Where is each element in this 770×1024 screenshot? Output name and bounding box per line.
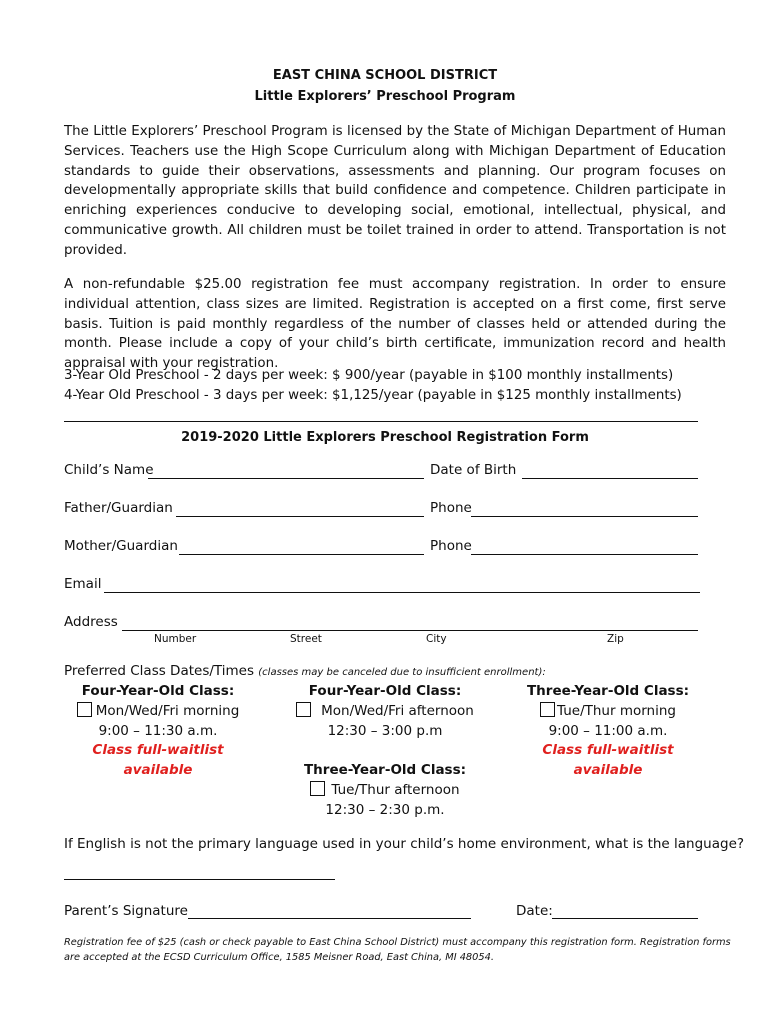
class-option-3yr-morning	[508, 682, 708, 781]
class-status: Class full-waitlist available	[92, 742, 224, 779]
intro-paragraph-2: A non-refundable $25.00 registration fee must accompany registration. In order to ensure individual attention, class sizes are limited. Registration is accepted on a first come, first serve basis. Tuition is paid monthly regardless of the number of classes held or attended during the month. Please include a copy of your child’s birth certificate, immunization record and health appraisal with your registration.	[64, 277, 726, 372]
class-days: Mon/Wed/Fri morning	[95, 702, 240, 719]
class-time: 9:00 – 11:30 a.m.	[98, 722, 218, 739]
district-title: EAST CHINA SCHOOL DISTRICT	[272, 68, 498, 83]
class-title: Three-Year-Old Class:	[303, 762, 467, 778]
address-number-label: Number	[154, 633, 197, 645]
child-name-field[interactable]	[148, 478, 424, 479]
phone-2-label: Phone	[430, 538, 472, 554]
class-days-row	[280, 702, 490, 722]
program-title: Little Explorers’ Preschool Program	[254, 89, 516, 104]
section-divider	[64, 421, 698, 422]
class-days: Tue/Thur afternoon	[331, 781, 460, 798]
address-zip-label: Zip	[607, 633, 624, 645]
date-of-birth-field[interactable]	[522, 478, 698, 479]
father-guardian-field[interactable]	[176, 516, 424, 517]
parent-signature-field[interactable]	[188, 918, 471, 919]
mother-guardian-field[interactable]	[179, 554, 424, 555]
date-field[interactable]	[552, 918, 698, 919]
class-status: Class full-waitlist available	[542, 742, 674, 779]
father-guardian-label: Father/Guardian	[64, 500, 173, 516]
class-days-row	[508, 702, 708, 722]
class-time: 12:30 – 2:30 p.m.	[325, 801, 445, 818]
class-title: Three-Year-Old Class:	[526, 683, 690, 699]
language-field[interactable]	[64, 879, 335, 880]
preferred-class-label: Preferred Class Dates/Times	[64, 663, 254, 679]
date-of-birth-label: Date of Birth	[430, 462, 517, 478]
form-title: 2019-2020 Little Explorers Preschool Registration Form	[181, 430, 589, 445]
email-label: Email	[64, 576, 102, 592]
mother-guardian-label: Mother/Guardian	[64, 538, 178, 554]
phone-1-label: Phone	[430, 500, 472, 516]
class-checkbox-4yr-afternoon[interactable]	[296, 702, 311, 717]
class-checkbox-4yr-morning[interactable]	[77, 702, 92, 717]
phone-2-field[interactable]	[471, 554, 698, 555]
address-field[interactable]	[122, 630, 698, 631]
address-label: Address	[64, 614, 118, 630]
class-days: Mon/Wed/Fri afternoon	[321, 702, 474, 719]
date-label: Date:	[516, 903, 553, 919]
tuition-3yr: 3-Year Old Preschool - 2 days per week: $ 900/year (payable in $100 monthly installments)	[64, 368, 674, 383]
language-question: If English is not the primary language used in your child’s home environment, what is the language?	[64, 836, 745, 852]
phone-1-field[interactable]	[471, 516, 698, 517]
class-days-row	[58, 702, 258, 722]
class-time: 9:00 – 11:00 a.m.	[548, 722, 668, 739]
class-option-3yr-afternoon	[285, 761, 485, 820]
address-street-label: Street	[290, 633, 322, 645]
class-option-4yr-morning	[58, 682, 258, 781]
address-city-label: City	[426, 633, 447, 645]
class-time: 12:30 – 3:00 p.m	[327, 722, 443, 739]
parent-signature-label: Parent’s Signature	[64, 903, 188, 919]
class-days-row	[285, 781, 485, 801]
preferred-class-heading	[64, 663, 546, 679]
intro-paragraph-1: The Little Explorers’ Preschool Program is licensed by the State of Michigan Department of Human Services. Teachers use the High Scope Curriculum along with Michigan Department of Education standards to guide their observations, assessments and planning. Our program focuses on developmentally appropriate skills that build confidence and competence. Children participate in enriching experiences conducive to developing social, emotional, intellectual, physical, and communicative growth. All children must be toilet trained in order to attend. Transportation is not provided.	[64, 124, 726, 258]
class-option-4yr-afternoon	[280, 682, 490, 741]
class-checkbox-3yr-morning[interactable]	[540, 702, 555, 717]
class-checkbox-3yr-afternoon[interactable]	[310, 781, 325, 796]
child-name-label: Child’s Name	[64, 462, 154, 478]
email-field[interactable]	[104, 592, 700, 593]
tuition-4yr: 4-Year Old Preschool - 3 days per week: $1,125/year (payable in $125 monthly installments)	[64, 388, 682, 403]
footer-note: Registration fee of $25 (cash or check payable to East China School District) must accompany this registration form. Registration forms are accepted at the ECSD Curriculum Office, 1585 Meisner Road, East China, MI 48054.	[64, 937, 731, 963]
preferred-class-note: (classes may be canceled due to insufficient enrollment):	[258, 667, 546, 678]
class-days: Tue/Thur morning	[557, 702, 676, 719]
class-title: Four-Year-Old Class:	[308, 683, 462, 699]
class-title: Four-Year-Old Class:	[81, 683, 235, 699]
